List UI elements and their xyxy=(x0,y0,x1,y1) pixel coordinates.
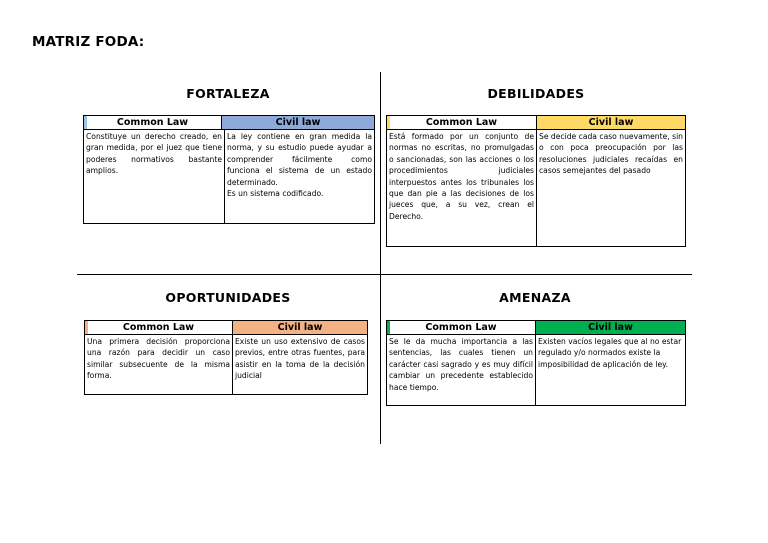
section-title-amenaza: AMENAZA xyxy=(499,290,571,305)
common-law-text: Se le da mucha importancia a las sentencias, las cuales tienen un carácter casi sagrado y es muy difícil cambiar un precedente establecido hace tiempo. xyxy=(389,337,533,392)
oportunidades-header-row xyxy=(85,321,367,335)
horizontal-divider xyxy=(77,274,692,275)
debilidades-matrix xyxy=(386,115,686,247)
civil-law-cell xyxy=(537,130,685,246)
oportunidades-matrix xyxy=(84,320,368,395)
common-law-cell xyxy=(84,130,225,223)
section-title-debilidades: DEBILIDADES xyxy=(487,86,585,101)
civil-law-header: Civil law xyxy=(537,116,685,129)
amenaza-matrix xyxy=(386,320,686,406)
civil-law-header: Civil law xyxy=(536,321,685,334)
civil-law-text: Existe un uso extensivo de casos previos, entre otras fuentes, para asistir en la toma de la decisión judicial xyxy=(235,337,365,381)
civil-law-text: La ley contiene en gran medida la norma, y su estudio puede ayudar a comprender fácilmente como funciona el sistema de un estado determinado. xyxy=(227,132,372,187)
fortaleza-header-row xyxy=(84,116,374,130)
common-law-cell xyxy=(85,335,233,394)
common-law-text: Una primera decisión proporciona una razón para decidir un caso similar subsecuente de la misma forma. xyxy=(87,337,230,381)
debilidades-header-row xyxy=(387,116,685,130)
common-law-header: Common Law xyxy=(387,321,536,334)
page-title: MATRIZ FODA: xyxy=(32,34,145,50)
civil-law-header: Civil law xyxy=(222,116,374,129)
civil-law-header: Civil law xyxy=(233,321,367,334)
vertical-divider xyxy=(380,72,381,444)
fortaleza-body-row xyxy=(84,130,374,223)
common-law-header: Common Law xyxy=(387,116,537,129)
common-law-header: Common Law xyxy=(85,321,233,334)
common-law-header: Common Law xyxy=(84,116,222,129)
fortaleza-matrix xyxy=(83,115,375,224)
amenaza-body-row xyxy=(387,335,685,405)
common-law-text: Está formado por un conjunto de normas no escritas, no promulgadas o sancionadas, son las acciones o los procedimientos judiciales interpuestos antes los tribunales los que dan pie a las decisiones de los jueces que, a su vez, crean el Derecho. xyxy=(389,132,534,221)
section-title-oportunidades: OPORTUNIDADES xyxy=(165,290,291,305)
oportunidades-body-row xyxy=(85,335,367,394)
common-law-text: Constituye un derecho creado, en gran medida, por el juez que tiene poderes normativos bastante amplios. xyxy=(86,132,222,176)
section-title-fortaleza: FORTALEZA xyxy=(186,86,270,101)
common-law-cell xyxy=(387,130,537,246)
amenaza-header-row xyxy=(387,321,685,335)
civil-law-text-2: Es un sistema codificado. xyxy=(227,189,324,199)
civil-law-cell xyxy=(233,335,367,394)
common-law-cell xyxy=(387,335,536,405)
civil-law-cell xyxy=(225,130,374,223)
civil-law-cell xyxy=(536,335,685,405)
civil-law-text: Se decide cada caso nuevamente, sin o con poca preocupación por las resoluciones judiciales recaídas en casos semejantes del pasado xyxy=(539,132,683,176)
debilidades-body-row xyxy=(387,130,685,246)
civil-law-text: Existen vacíos legales que al no estar regulado y/o normados existe la imposibilidad de aplicación de ley. xyxy=(538,337,682,369)
